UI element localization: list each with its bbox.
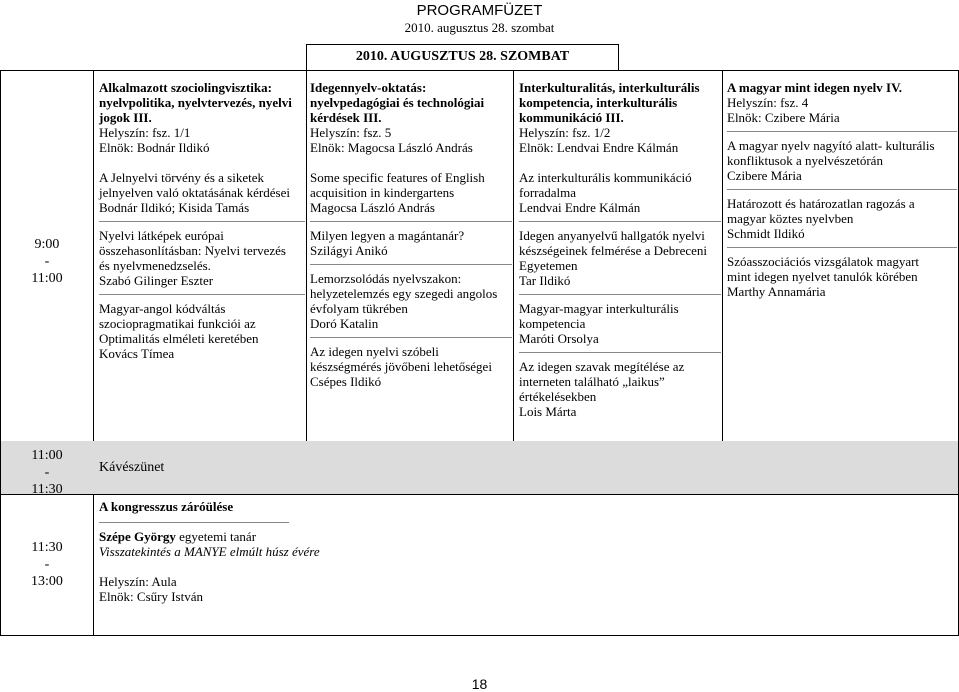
talk-author: Schmidt Ildikó — [727, 226, 805, 241]
talk-author: Doró Katalin — [310, 316, 379, 331]
session-title: jogok III. — [99, 110, 152, 125]
day-heading: 2010. AUGUSZTUS 28. SZOMBAT — [355, 49, 570, 64]
talk — [310, 228, 512, 258]
session-title: A magyar mint idegen nyelv IV. — [727, 80, 903, 95]
session-room: Helyszín: fsz. 4 — [727, 95, 809, 110]
talk-title: összehasonlításban: Nyelvi tervezés — [99, 243, 286, 258]
talk-title: kompetencia — [519, 316, 586, 331]
document-header-title: PROGRAMFÜZET — [416, 2, 543, 19]
session-title: kérdések III. — [310, 110, 382, 125]
time-start: 11:30 — [31, 540, 63, 555]
session-title: nyelvpedagógiai és technológiai — [310, 95, 485, 110]
talk-title: Some specific features of English — [310, 170, 485, 185]
session-column-2 — [310, 80, 512, 389]
talk-author: Lendvai Endre Kálmán — [519, 200, 641, 215]
talk-author: Kovács Tímea — [99, 346, 175, 361]
talk-title: jelnyelven való oktatásának kérdései — [99, 185, 290, 200]
talk-divider — [310, 221, 512, 222]
session-chair: Elnök: Czibere Mária — [727, 110, 840, 125]
session-title: kompetencia, interkulturális — [519, 95, 678, 110]
coffee-break-label: Kávészünet — [99, 460, 165, 475]
time-dash: - — [44, 465, 50, 480]
talk-divider — [727, 247, 957, 248]
talk-author: Tar Ildikó — [519, 273, 571, 288]
session-column-4 — [727, 80, 957, 299]
talk-title: készségeinek felmérése a Debreceni — [519, 243, 708, 258]
document-header-date: 2010. augusztus 28. szombat — [404, 20, 555, 35]
talk — [519, 359, 721, 419]
closing-title: A kongresszus záróülése — [99, 499, 234, 514]
talk — [519, 170, 721, 215]
talk-author: Maróti Orsolya — [519, 331, 599, 346]
time-end: 11:30 — [31, 482, 63, 497]
talk-title: Az interkulturális kommunikáció — [519, 170, 692, 185]
talk — [727, 196, 957, 241]
talk-title: Egyetemen — [519, 258, 578, 273]
session-title: nyelvpolitika, nyelvtervezés, nyelvi — [99, 95, 292, 110]
closing-talk-title: Visszatekintés a MANYE elmúlt húsz évére — [99, 544, 320, 559]
talk-author: Szilágyi Anikó — [310, 243, 388, 258]
closing-session — [99, 499, 599, 604]
talk-title: Határozott és határozatlan ragozás a — [727, 196, 915, 211]
talk-title: Idegen anyanyelvű hallgatók nyelvi — [519, 228, 705, 243]
talk-title: évfolyam tükrében — [310, 301, 408, 316]
talk-title: Magyar-magyar interkulturális — [519, 301, 679, 316]
talk-title: Milyen legyen a magántanár? — [310, 228, 465, 243]
time-slot-3 — [1, 539, 93, 590]
closing-room: Helyszín: Aula — [99, 574, 177, 589]
talk-title: acquisition in kindergartens — [310, 185, 455, 200]
time-end: 13:00 — [31, 574, 63, 589]
talk — [99, 170, 305, 215]
talk — [727, 138, 957, 183]
speaker-role: egyetemi tanár — [175, 529, 257, 544]
talk-author: Bodnár Ildikó; Kisida Tamás — [99, 200, 250, 215]
talk — [99, 228, 305, 288]
talk-title: Optimalitás elméleti keretében — [99, 331, 259, 346]
talk-divider — [519, 294, 721, 295]
talk — [310, 271, 512, 331]
session-chair: Elnök: Bodnár Ildikó — [99, 140, 210, 155]
session-title: Alkalmazott szociolingvisztika: — [99, 80, 272, 95]
time-slot-2 — [1, 447, 93, 498]
talk-title: Nyelvi látképek európai — [99, 228, 224, 243]
talk-title: helyzetelemzés egy szegedi angolos — [310, 286, 498, 301]
talk-title: A Jelnyelvi törvény és a siketek — [99, 170, 264, 185]
session-chair: Elnök: Lendvai Endre Kálmán — [519, 140, 679, 155]
talk-title: értékelésekben — [519, 389, 597, 404]
talk-title: Az idegen szavak megítélése az — [519, 359, 685, 374]
session-column-1 — [99, 80, 305, 361]
talk-title: forradalma — [519, 185, 577, 200]
talk-title: konfliktusok a nyelvészetórán — [727, 153, 883, 168]
talk-title: interneten található „laikus” — [519, 374, 665, 389]
session-room: Helyszín: fsz. 1/1 — [99, 125, 191, 140]
talk-divider — [99, 221, 305, 222]
time-end: 11:00 — [31, 271, 63, 286]
session-room: Helyszín: fsz. 1/2 — [519, 125, 611, 140]
session-title: Idegennyelv-oktatás: — [310, 80, 427, 95]
talk-title: Az idegen nyelvi szóbeli — [310, 344, 439, 359]
talk-title: mint idegen nyelvet tanulók körében — [727, 269, 918, 284]
talk-author: Szabó Gilinger Eszter — [99, 273, 214, 288]
session-title: Interkulturalitás, interkulturális — [519, 80, 700, 95]
time-start: 11:00 — [31, 448, 63, 463]
speaker-name: Szépe György — [99, 529, 176, 544]
talk-author: Lois Márta — [519, 404, 577, 419]
talk — [99, 301, 305, 361]
talk — [519, 301, 721, 346]
session-chair: Elnök: Magocsa László András — [310, 140, 473, 155]
closing-speaker — [99, 529, 599, 544]
talk-title: Magyar-angol kódváltás — [99, 301, 226, 316]
talk-author: Csépes Ildikó — [310, 374, 382, 389]
time-dash: - — [44, 254, 50, 269]
talk — [727, 254, 957, 299]
talk-divider — [519, 221, 721, 222]
talk-title: A magyar nyelv nagyító alatt- kulturális — [727, 138, 935, 153]
talk-title: Szóasszociációs vizsgálatok magyart — [727, 254, 920, 269]
time-dash: - — [44, 557, 50, 572]
talk — [310, 344, 512, 389]
closing-chair: Elnök: Csűry István — [99, 589, 203, 604]
session-room: Helyszín: fsz. 5 — [310, 125, 392, 140]
talk-author: Marthy Annamária — [727, 284, 826, 299]
talk-author: Magocsa László András — [310, 200, 435, 215]
closing-divider — [99, 522, 289, 523]
session-title: kommunikáció III. — [519, 110, 624, 125]
time-slot-1 — [1, 236, 93, 287]
page-number: 18 — [471, 676, 488, 692]
talk-title: Lemorzsolódás nyelvszakon: — [310, 271, 462, 286]
talk-title: szociopragmatikai funkciói az — [99, 316, 256, 331]
talk-title: készségmérés jövőbeni lehetőségei — [310, 359, 492, 374]
talk-author: Czibere Mária — [727, 168, 802, 183]
talk — [310, 170, 512, 215]
talk-divider — [310, 337, 512, 338]
session-column-3 — [519, 80, 721, 419]
talk — [519, 228, 721, 288]
time-start: 9:00 — [34, 237, 60, 252]
talk-divider — [99, 294, 305, 295]
talk-divider — [727, 131, 957, 132]
talk-title: és nyelvmenedzselés. — [99, 258, 211, 273]
talk-divider — [310, 264, 512, 265]
talk-divider — [519, 352, 721, 353]
talk-divider — [727, 189, 957, 190]
talk-title: magyar köztes nyelvben — [727, 211, 854, 226]
